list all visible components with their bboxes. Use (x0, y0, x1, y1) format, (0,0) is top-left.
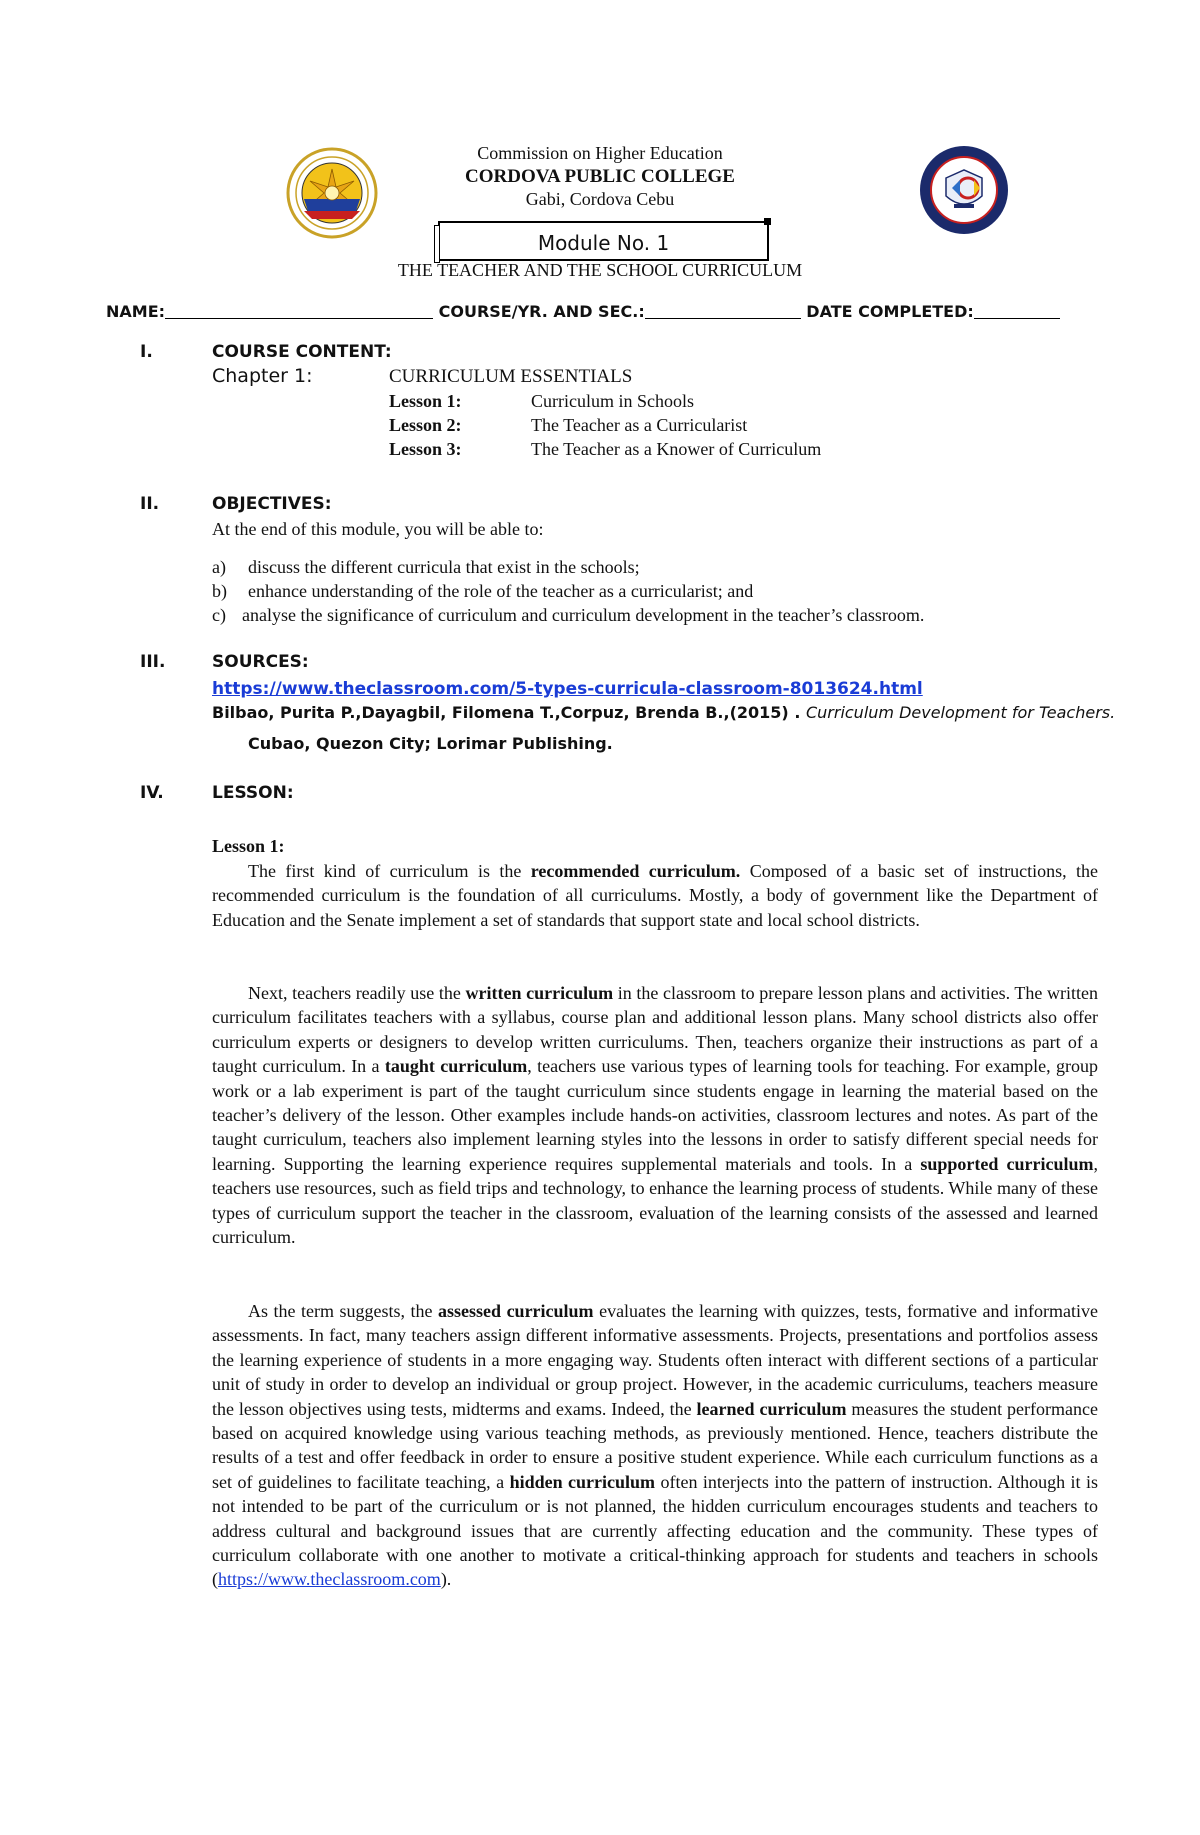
section-number: II. (140, 494, 160, 514)
reference-authors: Bilbao, Purita P.,Dayagbil, Filomena T.,Corpuz, Brenda B.,(2015) . (212, 703, 806, 722)
lesson-title: The Teacher as a Knower of Curriculum (531, 439, 822, 459)
term-recommended-curriculum: recommended curriculum. (530, 861, 741, 881)
chapter-title: CURRICULUM ESSENTIALS (389, 366, 633, 387)
term-supported-curriculum: supported curriculum (920, 1153, 1094, 1174)
paragraph-text: measures the student performance based on acquired knowledge using various teaching methods, as previously mentioned. Hence, teachers distribute the results of a test and offer feedback in order to ensure a positive student experience. While each curriculum functions as a set of guidelines to facilitate teaching, a (212, 1398, 1098, 1492)
lesson-subheading: Lesson 1: (212, 836, 285, 856)
agency-name: Commission on Higher Education (477, 143, 723, 163)
section-number: I. (140, 342, 153, 362)
lesson-label: Lesson 2: (389, 415, 462, 435)
lesson-paragraph-3 (212, 1299, 1098, 1592)
course-field[interactable] (645, 302, 801, 319)
reference-title: Curriculum Development for Teachers. (805, 703, 1116, 722)
chapter-label: Chapter 1: (212, 365, 313, 387)
list-marker: b) (212, 581, 227, 601)
objective-item (212, 605, 924, 626)
student-info-bar (106, 302, 1060, 321)
source-reference (212, 703, 1115, 722)
lesson-title: The Teacher as a Curricularist (531, 415, 748, 435)
paragraph-text: evaluates the learning with quizzes, tests, formative and informative assessments. In fact, many teachers assign different informative assessments. Projects, presentations and portfolios assess the learning experience of students in a more engaging way. Students often interact with different sections of a particular unit of study in order to develop an individual or group project. However, in the academic curriculums, teachers measure the lesson objectives using tests, midterms and exams. Indeed, the (212, 1301, 1098, 1419)
section-number: III. (140, 652, 166, 672)
cordova-public-college-seal-icon (918, 144, 1010, 236)
term-learned-curriculum: learned curriculum (696, 1398, 847, 1419)
paragraph-text: , teachers use various types of learning tools for teaching. For example, group work or a lab experiment is part of the taught curriculum since students engage in learning the material based on the teacher’s delivery of the lesson. Other examples include hands-on activities, classroom lectures and notes. As part of the taught curriculum, teachers also implement learning styles into the lessons in order to satisfy different special needs for learning. Supporting the learning experience requires supplemental materials and tools. In a (212, 1056, 1098, 1174)
objective-text: enhance understanding of the role of the teacher as a curricularist; and (248, 581, 754, 601)
module-number: Module No. 1 (537, 231, 670, 255)
paragraph-text: As the term suggests, the (248, 1301, 439, 1321)
objectives-intro: At the end of this module, you will be able to: (212, 519, 544, 539)
date-field[interactable] (974, 302, 1060, 319)
objective-text: analyse the significance of curriculum and curriculum development in the teacher’s classroom. (242, 605, 925, 625)
objective-item (212, 581, 753, 602)
objective-text: discuss the different curricula that exist in the schools; (248, 557, 640, 577)
section-heading-course-content: COURSE CONTENT: (212, 342, 392, 362)
college-address: Gabi, Cordova Cebu (525, 189, 675, 209)
paragraph-text: , teachers use resources, such as field trips and technology, to enhance the learning process of students. While many of these types of curriculum support the teacher in the classroom, evaluation of the learning consists of the assessed and learned curriculum. (212, 1153, 1098, 1248)
paragraph-text: The first kind of curriculum is the (248, 861, 531, 881)
lesson-paragraph-2 (212, 981, 1098, 1249)
term-assessed-curriculum: assessed curriculum (438, 1301, 594, 1321)
section-heading-sources: SOURCES: (212, 652, 309, 672)
paragraph-text: often interjects into the pattern of instruction. Although it is not intended to be part of the curriculum or is not planned, the hidden curriculum encourages students and teachers to address cultural and background issues that are currently affecting education and the community. These types of curriculum collaborate with one another to motivate a critical-thinking approach for students and teachers in schools ( (212, 1471, 1098, 1590)
college-name: CORDOVA PUBLIC COLLEGE (465, 166, 735, 187)
objective-item (212, 557, 640, 578)
lesson-title: Curriculum in Schools (531, 391, 694, 411)
reference-publisher: Cubao, Quezon City; Lorimar Publishing. (248, 734, 613, 753)
lesson-label: Lesson 1: (389, 391, 462, 411)
list-marker: c) (212, 605, 226, 625)
term-taught-curriculum: taught curriculum (384, 1056, 528, 1077)
lesson-paragraph-1 (212, 859, 1098, 932)
paragraph-text: Composed of a basic set of instructions, the recommended curriculum is the foundation of all curriculums. Mostly, a body of government like the Department of Education and the Senate implement a set of standards that support state and local school districts. (212, 861, 1098, 930)
course-label: COURSE/YR. AND SEC.: (438, 302, 645, 321)
source-link[interactable]: https://www.theclassroom.com/5-types-curricula-classroom-8013624.html (212, 679, 923, 699)
paragraph-text: ). (440, 1569, 452, 1590)
name-field[interactable] (165, 302, 433, 319)
list-marker: a) (212, 557, 226, 577)
term-written-curriculum: written curriculum (465, 983, 614, 1003)
inline-source-link[interactable]: https://www.theclassroom.com (218, 1569, 441, 1590)
lesson-label: Lesson 3: (389, 439, 462, 459)
date-label: DATE COMPLETED: (806, 302, 974, 321)
term-hidden-curriculum: hidden curriculum (509, 1471, 656, 1492)
module-title: THE TEACHER AND THE SCHOOL CURRICULUM (397, 260, 803, 280)
name-label: NAME: (106, 302, 166, 321)
paragraph-text: in the classroom to prepare lesson plans and activities. The written curriculum facilitates teachers with a syllabus, course plan and additional lesson plans. Many school districts also offer curriculum experts or designers to develop written curriculums. Then, teachers organize their instructions as part of a taught curriculum. In a (212, 983, 1099, 1077)
section-heading-lesson: LESSON: (212, 783, 294, 803)
module-number-box (438, 221, 769, 261)
paragraph-text: Next, teachers readily use the (248, 983, 466, 1003)
section-heading-objectives: OBJECTIVES: (212, 494, 332, 514)
header-block (300, 142, 900, 211)
section-number: IV. (140, 783, 164, 803)
